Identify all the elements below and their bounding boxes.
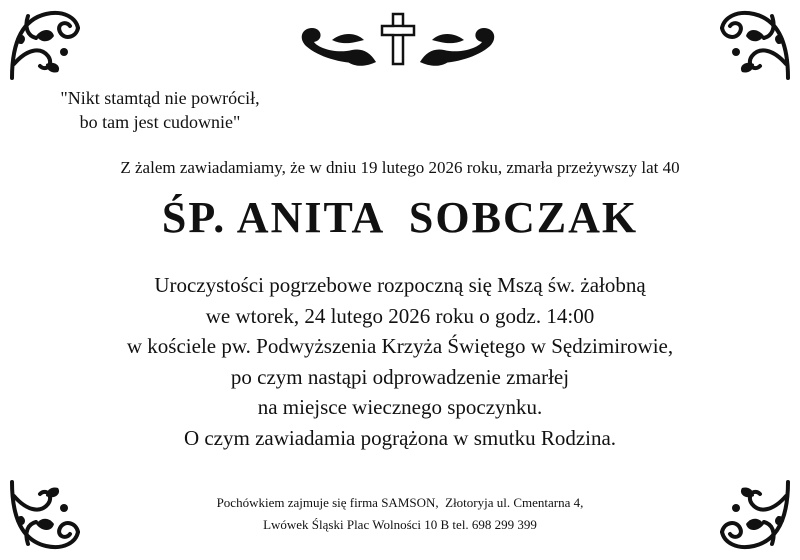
corner-flourish-icon [6, 6, 86, 84]
funeral-detail-line: O czym zawiadamia pogrążona w smutku Rodzina. [183, 425, 617, 450]
funeral-details [0, 270, 800, 453]
funeral-detail-line: na miejsce wiecznego spoczynku. [257, 395, 543, 419]
deceased-name: ŚP. ANITA SOBCZAK [161, 193, 639, 242]
funeral-home-info [0, 492, 800, 536]
funeral-detail-line: po czym nastąpi odprowadzenie zmarłej [230, 364, 570, 389]
death-announcement: Z żalem zawiadamiamy, że w dniu 19 lutego 2026 roku, zmarła przeżywszy lat 40 [120, 158, 680, 177]
funeral-detail-line: we wtorek, 24 lutego 2026 roku o godz. 14:00 [205, 303, 595, 328]
quote-line: "Nikt stamtąd nie powrócił, [60, 88, 260, 108]
epitaph-quote [20, 86, 300, 134]
footer-line: Lwówek Śląski Plac Wolności 10 B tel. 698 299 399 [263, 517, 537, 532]
funeral-detail-line: w kościele pw. Podwyższenia Krzyża Świętego w Sędzimirowie, [126, 334, 674, 358]
cross-with-swirls-icon [292, 10, 504, 70]
quote-line: bo tam jest cudownie" [79, 112, 241, 132]
corner-flourish-icon [714, 6, 794, 84]
funeral-detail-line: Uroczystości pogrzebowe rozpoczną się Mszą św. żałobną [154, 273, 646, 297]
footer-line: Pochówkiem zajmuje się firma SAMSON, Złotoryja ul. Cmentarna 4, [216, 495, 584, 510]
